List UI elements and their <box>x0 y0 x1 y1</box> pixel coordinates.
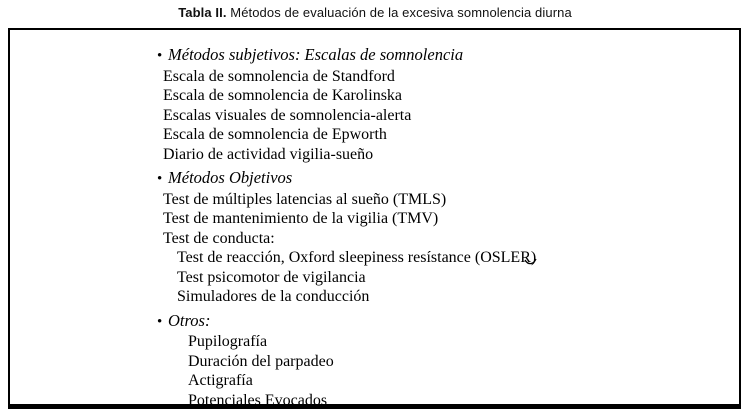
list-item <box>177 248 731 268</box>
list-item-label: Duración del parpadeo <box>188 352 334 370</box>
list-item <box>188 391 731 411</box>
table-caption <box>0 5 750 20</box>
section-header <box>157 168 731 190</box>
list-item <box>163 67 731 87</box>
list-item <box>188 352 731 372</box>
list-item-label: Escalas visuales de somnolencia-alerta <box>163 106 412 124</box>
list-item <box>188 332 731 352</box>
section-header-label: Métodos Objetivos <box>168 168 293 187</box>
list-item-label: Diario de actividad vigilia-sueño <box>163 145 374 163</box>
sections <box>157 45 731 410</box>
list-item-label: Pupilografía <box>188 333 268 350</box>
list-item-label: Test de conducta: <box>163 229 275 247</box>
list-item <box>163 209 731 229</box>
table-caption-number: Tabla II. <box>178 5 227 20</box>
list-item-label: Actigrafía <box>188 372 253 389</box>
list-item <box>163 229 731 249</box>
section <box>157 45 731 164</box>
list-item-label: Simuladores de la conducción <box>177 288 370 305</box>
section-header <box>157 311 731 333</box>
list-item <box>177 287 731 307</box>
list-item-label: Test de múltiples latencias al sueño (TMLS) <box>163 190 447 208</box>
list-item-label: Potenciales Evocados <box>188 391 328 409</box>
list-item-label: Test de mantenimiento de la vigilia (TMV) <box>163 210 439 227</box>
list-item-label: Escala de somnolencia de Standford <box>163 67 395 85</box>
tail-curl-icon <box>524 252 537 272</box>
table-content <box>10 30 739 410</box>
table-caption-text: Métodos de evaluación de la excesiva somnolencia diurna <box>226 5 572 20</box>
section <box>157 311 731 411</box>
list-item <box>163 190 731 210</box>
section-header-label: Otros: <box>168 310 211 330</box>
list-item-label: Test psicomotor de vigilancia <box>177 268 366 286</box>
section-header-label: Métodos subjetivos: Escalas de somnolencia <box>168 45 464 64</box>
bullet-icon: • <box>157 171 163 187</box>
section-header <box>157 45 731 67</box>
list-item-label: Test de reacción, Oxford sleepiness resístance (OSLER) <box>177 249 537 266</box>
bullet-icon: • <box>157 313 163 330</box>
list-item <box>163 125 731 145</box>
list-item <box>177 268 731 288</box>
bullet-icon: • <box>157 48 163 64</box>
section <box>157 168 731 307</box>
list-item <box>163 86 731 106</box>
list-item-label: Escala de somnolencia de Karolinska <box>163 87 403 104</box>
list-item <box>163 145 731 165</box>
list-item-label: Escala de somnolencia de Epworth <box>163 126 387 143</box>
list-item <box>163 106 731 126</box>
list-item <box>188 371 731 391</box>
table-frame <box>8 28 741 409</box>
